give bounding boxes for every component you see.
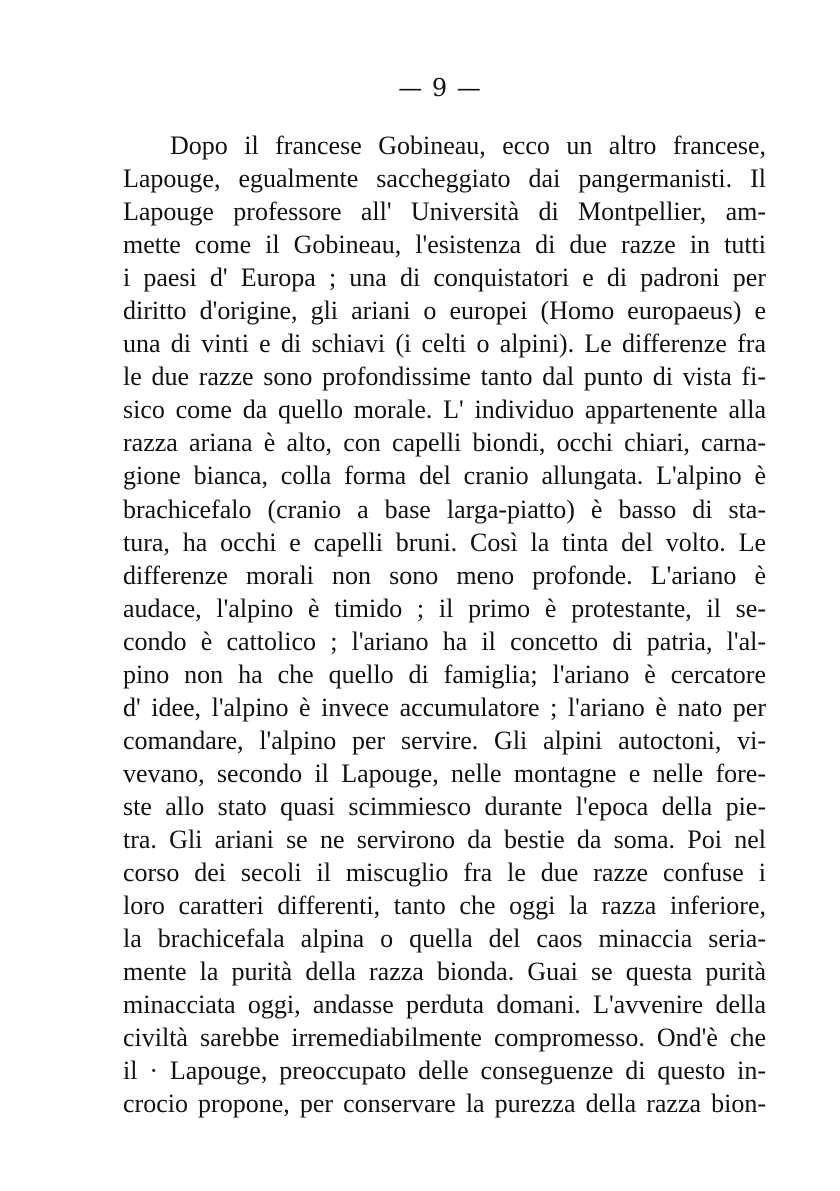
text-line: Lapouge professore all' Università di Montpellier, am- [123,197,766,227]
text-line: Lapouge, egualmente saccheggiato dai pangermanisti. Il [123,164,766,194]
text-line: brachicefalo (cranio a base larga-piatto) è basso di sta- [123,494,766,524]
text-line: razza ariana è alto, con capelli biondi, occhi chiari, carna- [123,428,766,458]
text-line: sico come da quello morale. L' individuo appartenente alla [123,395,766,425]
text-line: il · Lapouge, preoccupato delle conseguenze di questo in- [123,1056,766,1086]
text-line: differenze morali non sono meno profonde. L'ariano è [123,560,766,590]
text-line: loro caratteri differenti, tanto che oggi la razza inferiore, [123,891,766,921]
text-line: una di vinti e di schiavi (i celti o alpini). Le differenze fra [123,329,766,359]
text-line: comandare, l'alpino per servire. Gli alpini autoctoni, vi- [123,725,766,755]
text-line: Dopo il francese Gobineau, ecco un altro francese, [170,131,766,160]
text-line: i paesi d' Europa ; una di conquistatori e di padroni per [123,263,766,293]
text-line: tura, ha occhi e capelli bruni. Così la tinta del volto. Le [123,527,766,557]
text-line: condo è cattolico ; l'ariano ha il concetto di patria, l'al- [123,626,766,656]
text-line: d' idee, l'alpino è invece accumulatore ; l'ariano è nato per [123,692,766,722]
text-line: diritto d'origine, gli ariani o europei (Homo europaeus) e [123,296,766,326]
text-line: mette come il Gobineau, l'esistenza di due razze in tutti [123,230,766,260]
text-line: gione bianca, colla forma del cranio allungata. L'alpino è [123,461,766,491]
text-line: le due razze sono profondissime tanto dal punto di vista fi- [123,362,766,392]
text-line: audace, l'alpino è timido ; il primo è protestante, il se- [123,593,766,623]
text-line: minacciata oggi, andasse perduta domani. L'avvenire della [123,990,766,1020]
text-line: pino non ha che quello di famiglia; l'ariano è cercatore [123,659,766,689]
body-paragraph [123,129,766,1120]
text-line: civiltà sarebbe irremediabilmente compromesso. Ond'è che [123,1023,766,1053]
text-line: vevano, secondo il Lapouge, nelle montagne e nelle fore- [123,758,766,788]
text-line: tra. Gli ariani se ne servirono da bestie da soma. Poi nel [123,824,766,854]
text-line: mente la purità della razza bionda. Guai se questa purità [123,957,766,987]
text-line: crocio propone, per conservare la purezza della razza bion- [123,1089,766,1119]
text-line: la brachicefala alpina o quella del caos minaccia seria- [123,924,766,954]
page-number: — 9 — [398,74,482,102]
text-line: corso dei secoli il miscuglio fra le due razze confuse i [123,858,766,888]
text-line: ste allo stato quasi scimmiesco durante l'epoca della pie- [123,791,766,821]
